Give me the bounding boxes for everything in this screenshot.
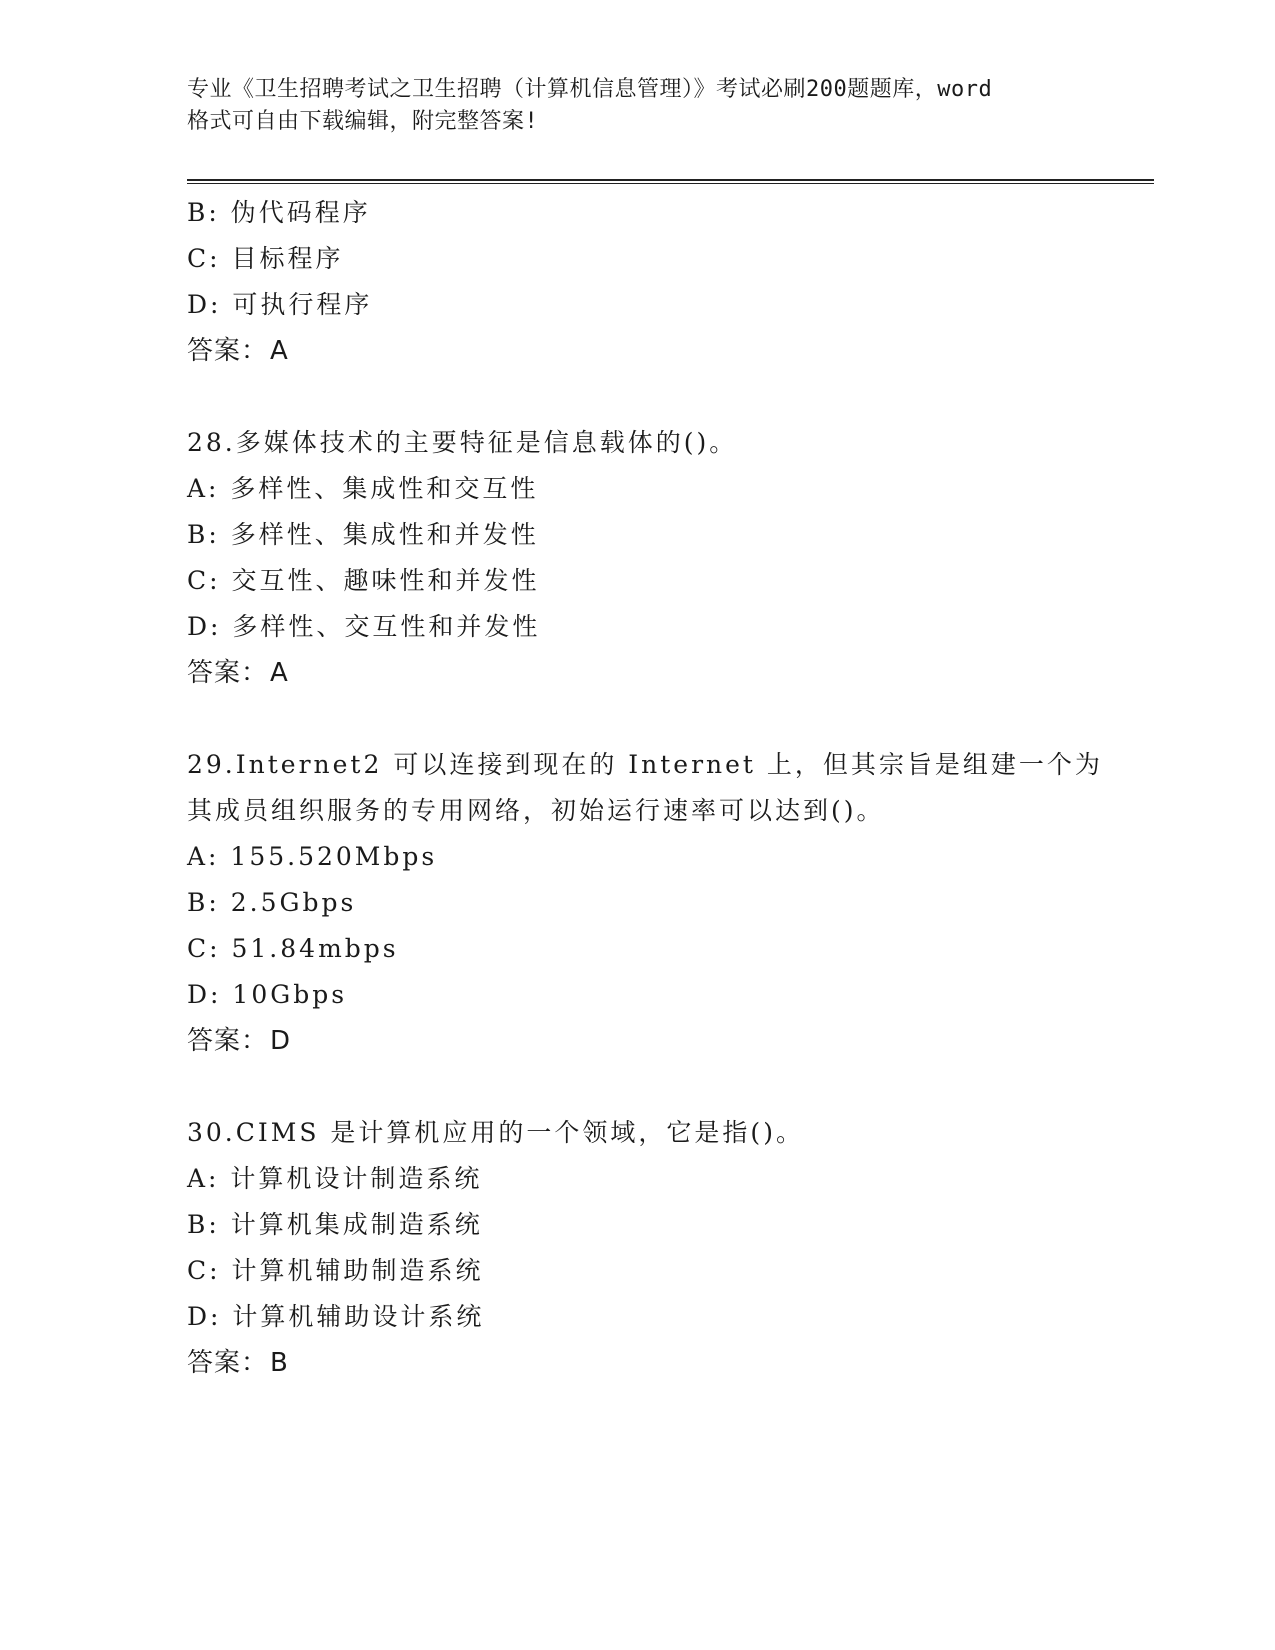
answer-label: 答案： bbox=[187, 1348, 269, 1378]
option-c: C: 目标程序 bbox=[187, 244, 344, 273]
answer-value: A bbox=[270, 658, 289, 688]
question-stem: 28.多媒体技术的主要特征是信息载体的()。 bbox=[187, 428, 738, 457]
answer-value: D bbox=[270, 1026, 292, 1056]
question-30 bbox=[187, 1110, 1087, 1386]
answer-label: 答案： bbox=[187, 658, 269, 688]
option-d: D: 可执行程序 bbox=[187, 290, 373, 319]
option-a: A: 多样性、集成性和交互性 bbox=[187, 474, 539, 503]
answer-value: B bbox=[270, 1348, 289, 1378]
answer-line bbox=[187, 1018, 1087, 1064]
answer-line bbox=[187, 1340, 1087, 1386]
answer-line bbox=[187, 328, 1087, 374]
option-b: B: 2.5Gbps bbox=[187, 888, 357, 917]
question-stem: 30.CIMS 是计算机应用的一个领域，它是指()。 bbox=[187, 1118, 804, 1147]
question-29 bbox=[187, 742, 1103, 1064]
option-d: D: 计算机辅助设计系统 bbox=[187, 1302, 485, 1331]
option-d: D: 10Gbps bbox=[187, 980, 348, 1009]
header-divider bbox=[187, 179, 1154, 184]
question-list bbox=[187, 190, 1103, 1432]
option-b: B: 计算机集成制造系统 bbox=[187, 1210, 483, 1239]
answer-line bbox=[187, 650, 1087, 696]
header-line-1: 专业《卫生招聘考试之卫生招聘（计算机信息管理）》考试必刷200题题库，word bbox=[187, 77, 993, 102]
answer-label: 答案： bbox=[187, 336, 269, 366]
question-27-continued bbox=[187, 190, 1087, 374]
question-stem: 29.Internet2 可以连接到现在的 Internet 上，但其宗旨是组建一个为 bbox=[187, 750, 1103, 779]
option-b: B: 伪代码程序 bbox=[187, 198, 371, 227]
question-stem-continued: 其成员组织服务的专用网络，初始运行速率可以达到()。 bbox=[187, 796, 885, 825]
option-a: A: 155.520Mbps bbox=[187, 842, 438, 871]
document-header bbox=[187, 74, 1087, 138]
option-a: A: 计算机设计制造系统 bbox=[187, 1164, 483, 1193]
option-c: C: 交互性、趣味性和并发性 bbox=[187, 566, 540, 595]
option-c: C: 计算机辅助制造系统 bbox=[187, 1256, 484, 1285]
answer-value: A bbox=[270, 336, 289, 366]
option-c: C: 51.84mbps bbox=[187, 934, 399, 963]
header-line-2: 格式可自由下载编辑，附完整答案! bbox=[187, 109, 539, 134]
answer-label: 答案： bbox=[187, 1026, 269, 1056]
option-b: B: 多样性、集成性和并发性 bbox=[187, 520, 539, 549]
option-d: D: 多样性、交互性和并发性 bbox=[187, 612, 541, 641]
question-28 bbox=[187, 420, 1087, 696]
